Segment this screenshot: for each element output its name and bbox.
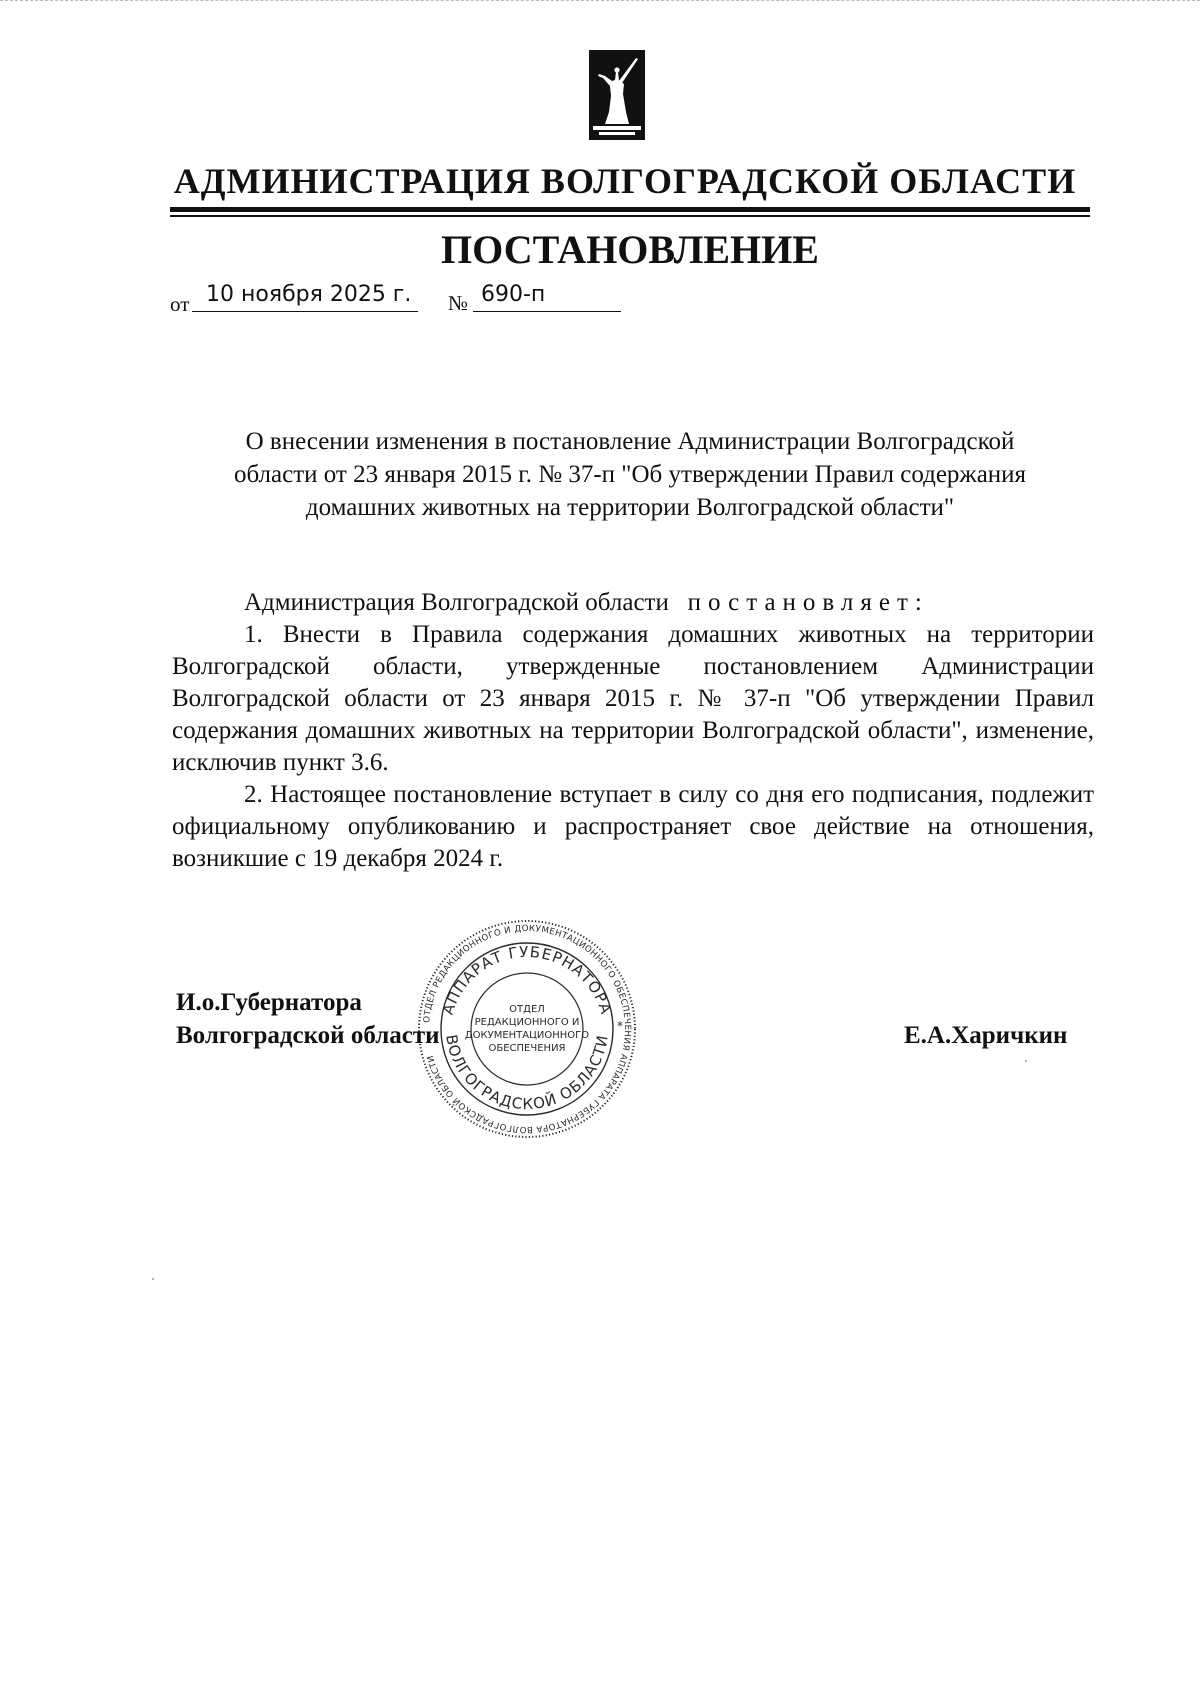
- body-paragraph: 1. Внести в Правила содержания домашних животных на территории Волгоградской области, утвержденные постановлением Администрации Волгоградской области от 23 января 2015 г. № 37-п "Об утверждении Правил содержания домашних животных на территории Волгоградской области", изменение, исключив пункт 3.6.: [172, 621, 1094, 776]
- signatory-position-line: И.о.Губернатора: [176, 989, 362, 1016]
- document-number: 690-п: [473, 282, 621, 312]
- stamp-outer-ring-text: ОТДЕЛ РЕДАКЦИОННОГО И ДОКУМЕНТАЦИОННОГО ОБЕСПЕЧЕНИЯ АППАРАТА ГУБЕРНАТОРА ВОЛГОГРАДСКОЙ ОБЛАСТИ: [422, 923, 633, 1135]
- stamp-center-line: ОБЕСПЕЧЕНИЯ: [488, 1043, 566, 1054]
- document-subject: [160, 425, 1100, 524]
- preamble: [172, 587, 1094, 619]
- stamp-inner-bottom-text: ВОЛГОГРАДСКОЙ ОБЛАСТИ: [442, 1033, 612, 1114]
- header-rule-thick: [170, 207, 1090, 212]
- number-label: №: [448, 291, 469, 315]
- organization-title: АДМИНИСТРАЦИЯ ВОЛГОГРАДСКОЙ ОБЛАСТИ: [173, 161, 1077, 201]
- document-type: ПОСТАНОВЛЕНИЕ: [441, 227, 819, 272]
- preamble-subject: Администрация Волгоградской области: [244, 589, 669, 616]
- preamble-verb: постановляет:: [687, 589, 929, 616]
- header-rule-thin: [170, 215, 1090, 217]
- subject-line: домашних животных на территории Волгоградской области": [305, 494, 955, 521]
- scan-speck: [1025, 1060, 1027, 1062]
- date-prefix: от: [170, 292, 190, 316]
- signatory-position-line: Волгоградской области: [176, 1022, 440, 1049]
- signatory-name: Е.А.Харичкин: [904, 1022, 1068, 1049]
- document-body: [172, 587, 1094, 875]
- subject-line: области от 23 января 2015 г. № 37-п "Об утверждении Правил содержания: [233, 461, 1027, 488]
- scan-edge: [0, 0, 1200, 5]
- stamp-center-line: ОТДЕЛ: [509, 1004, 545, 1015]
- stamp-center-line: ДОКУМЕНТАЦИОННОГО: [464, 1030, 590, 1041]
- stamp-center-line: РЕДАКЦИОННОГО И: [474, 1017, 580, 1028]
- body-paragraph: 2. Настоящее постановление вступает в силу со дня его подписания, подлежит официальному опубликованию и распространяет свое действие на отношения, возникшие с 19 декабря 2024 г.: [172, 781, 1094, 872]
- stamp-star-icon: *: [617, 1019, 623, 1033]
- volgograd-emblem-icon: [589, 50, 645, 140]
- signatory-position: [176, 986, 440, 1052]
- document-date: 10 ноября 2025 г.: [192, 282, 418, 312]
- official-stamp: [416, 918, 638, 1140]
- subject-line: О внесении изменения в постановление Администрации Волгоградской: [245, 428, 1015, 455]
- scan-speck: [152, 1278, 154, 1280]
- stamp-inner-top-text: АППАРАТ ГУБЕРНАТОРА: [438, 942, 616, 1017]
